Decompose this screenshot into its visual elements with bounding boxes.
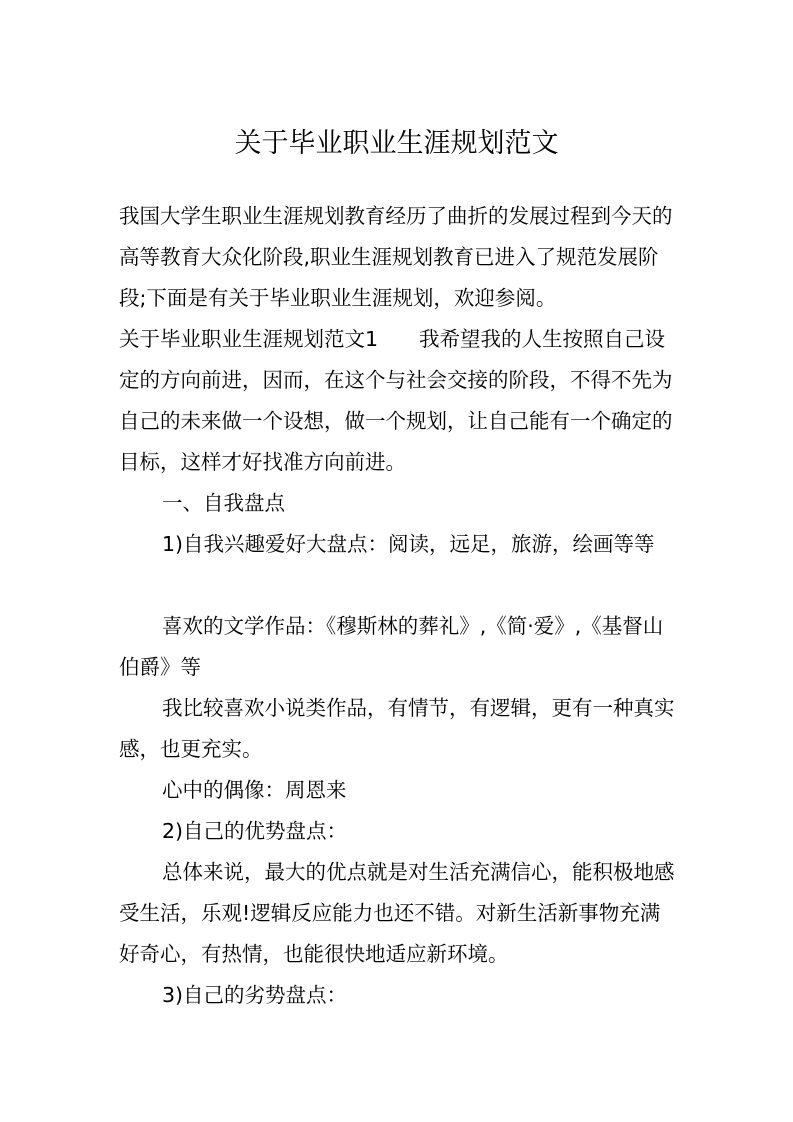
list-item-weaknesses: 3)自己的劣势盘点： [162, 983, 348, 1007]
paragraph-novels: 我比较喜欢小说类作品，有情节，有逻辑，更有一种真实感，也更充实。 [119, 696, 675, 761]
section-heading: 一、自我盘点 [162, 491, 285, 515]
list-item-strengths: 2)自己的优势盘点： [162, 819, 348, 843]
paragraph-idol: 心中的偶像：周恩来 [162, 778, 347, 802]
document-title: 关于毕业职业生涯规划范文 [234, 128, 559, 159]
paragraph-literature: 喜欢的文学作品：《穆斯林的葬礼》,《简·爱》,《基督山伯爵》等 [119, 614, 664, 679]
list-item-interests: 1)自我兴趣爱好大盘点：阅读，远足，旅游，绘画等等 [162, 532, 655, 556]
section-paragraph: 关于毕业职业生涯规划范文1 我希望我的人生按照自己设定的方向前进，因而，在这个与社会交接的阶段，不得不先为自己的未来做一个设想，做一个规划，让自己能有一个确定的目标，这样才好找准方向前进。 [119, 327, 673, 474]
intro-paragraph: 我国大学生职业生涯规划教育经历了曲折的发展过程到今天的高等教育大众化阶段,职业生涯规划教育已进入了规范发展阶段;下面是有关于毕业职业生涯规划，欢迎参阅。 [119, 204, 673, 310]
blank-line [119, 565, 675, 606]
document-body [119, 196, 675, 1016]
paragraph-strengths: 总体来说，最大的优点就是对生活充满信心，能积极地感受生活，乐观!逻辑反应能力也还不错。对新生活新事物充满好奇心，有热情，也能很快地适应新环境。 [119, 860, 675, 966]
